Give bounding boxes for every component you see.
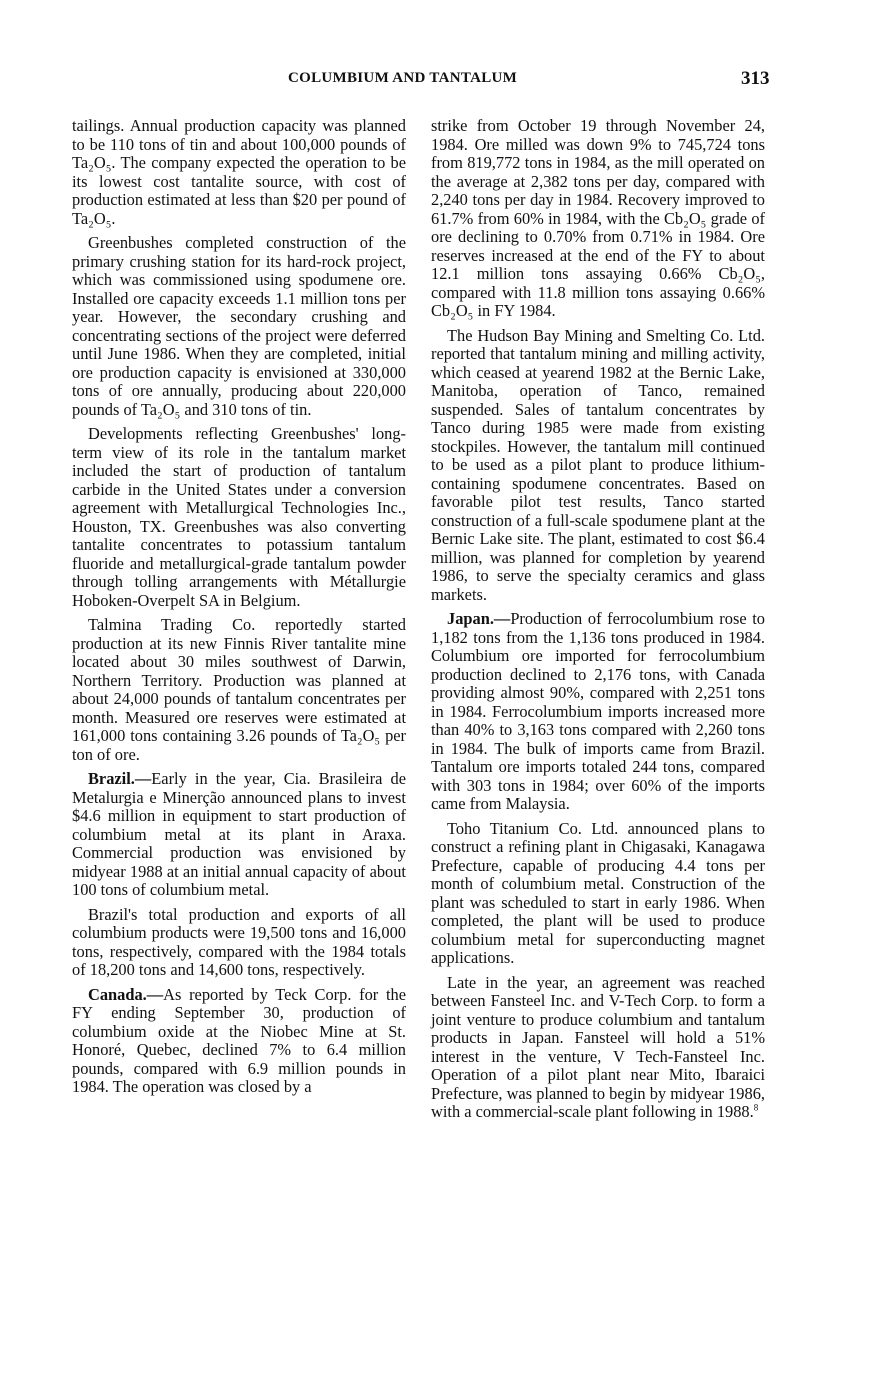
paragraph: Toho Titanium Co. Ltd. announced plans to construct a refining plant in Chigasaki, Kanagawa Prefecture, capable of producing 4.4 tons per month of columbium metal. Construction of the plant was scheduled to start in early 1986. When completed, the plant will be used to produce columbium metal for superconducting magnet applications. [431, 818, 765, 967]
paragraph [72, 770, 406, 900]
page-number: 313 [741, 68, 770, 89]
paragraph [72, 986, 406, 1097]
paragraph [431, 610, 765, 814]
running-head: COLUMBIUM AND TANTALUM [288, 70, 518, 86]
paragraph-text: Production of ferrocolumbium rose to 1,182 tons from the 1,136 tons produced in 1984. Columbium ore imported for ferrocolumbium production declined to 2,176 tons, with Canada providing almost 90%, compared with 2,251 tons in 1984. Ferrocolumbium imports increased more than 40% to 3,163 tons compared with 2,260 tons in 1984. The bulk of imports came from Brazil. Tantalum ore imports totaled 244 tons, compared with 303 tons in 1984; over 60% of the imports came from Malaysia. [431, 609, 765, 813]
paragraph: Developments reflecting Greenbushes' long-term view of its role in the tantalum market included the start of production of tantalum carbide in the United States under a conversion agreement with Metallurgical Technologies Inc., Houston, TX. Greenbushes was also converting tantalite concentrates to potassium tantalum fluoride and metallurgical-grade tantalum powder through tolling arrangements with Métallurgie Hoboken-Overpelt SA in Belgium. [72, 424, 406, 610]
section-heading-canada: Canada.— [88, 984, 164, 1004]
paragraph: Greenbushes completed construction of the primary crushing station for its hard-rock project, which was commissioned using spodumene ore. Installed ore capacity exceeds 1.1 million tons per year. However, the secondary crushing and concentrating sections of the project were deferred until June 1986. When they are completed, initial ore production capacity is envisioned at 330,000 tons of ore annually, producing about 220,000 pounds of Ta₂O₅ and 310 tons of tin. [72, 233, 406, 419]
paragraph: Brazil's total production and exports of all columbium products were 19,500 tons and 16,000 tons, respectively, compared with the 1984 totals of 18,200 tons and 14,600 tons, respectively. [72, 904, 406, 979]
left-column [72, 117, 406, 1103]
section-heading-japan: Japan.— [447, 609, 511, 628]
paragraph: strike from October 19 through November 24, 1984. Ore milled was down 9% to 745,724 tons from 819,772 tons in 1984, as the mill operated on the average at 2,382 tons per day, compared with 2,240 tons per day in 1984. Recovery improved to 61.7% from 60% in 1984, with the Cb₂O₅ grade of ore declining to 0.70% from 0.71% in 1984. Ore reserves increased at the end of the FY to about 12.1 million tons assaying 0.66% Cb₂O₅, compared with 11.8 million tons assaying 0.66% Cb₂O₅ in FY 1984. [431, 116, 765, 320]
page-header [0, 68, 891, 98]
footnote-marker: 8 [753, 1102, 759, 1113]
paragraph: The Hudson Bay Mining and Smelting Co. Ltd. reported that tantalum mining and milling activity, which ceased at yearend 1982 at the Bernic Lake, Manitoba, operation of Tanco, remained suspended. Sales of tantalum concentrates by Tanco during 1985 were made from existing stockpiles. However, the tantalum mill continued to be used as a pilot plant to produce lithium-containing spodumene concentrates. Based on favorable pilot test results, Tanco started construction of a full-scale spodumene plant at the Bernic Lake site. The plant, estimated to cost $6.4 million, was planned for completion by yearend 1986, to serve the specialty ceramics and glass markets. [431, 325, 765, 604]
paragraph-text: As reported by Teck Corp. for the FY ending September 30, production of columbium oxide at the Niobec Mine at St. Honoré, Quebec, declined 7% to 6.4 million pounds, compared with 6.9 million pounds in 1984. The operation was closed by a [72, 984, 406, 1096]
paragraph: tailings. Annual production capacity was planned to be 110 tons of tin and about 100,000 pounds of Ta₂O₅. The company expected the operation to be its lowest cost tantalite source, with cost of production estimated at less than $20 per pound of Ta₂O₅. [72, 116, 406, 228]
right-column [431, 117, 765, 1128]
section-heading-brazil: Brazil.— [88, 769, 152, 788]
paragraph-text: Late in the year, an agreement was reached between Fansteel Inc. and V-Tech Corp. to form a joint venture to produce columbium and tantalum products in Japan. Fansteel will hold a 51% interest in the venture, V Tech-Fansteel Inc. Operation of a pilot plant near Mito, Ibaraici Prefecture, was planned to begin by midyear 1986, with a commercial-scale plant following in 1988. [431, 972, 765, 1121]
paragraph: Talmina Trading Co. reportedly started production at its new Finnis River tantalite mine located about 30 miles southwest of Darwin, Northern Territory. Production was planned at about 24,000 pounds of tantalum concentrates per month. Measured ore reserves were estimated at 161,000 tons containing 3.26 pounds of Ta₂O₅ per ton of ore. [72, 615, 406, 764]
paragraph-text: Early in the year, Cia. Brasileira de Metalurgia e Minerção announced plans to invest $4.6 million in equipment to start production of columbium metal at its plant in Araxa. Commercial production was envisioned by midyear 1988 at an initial annual capacity of about 100 tons of columbium metal. [72, 769, 406, 899]
paragraph [431, 974, 765, 1122]
